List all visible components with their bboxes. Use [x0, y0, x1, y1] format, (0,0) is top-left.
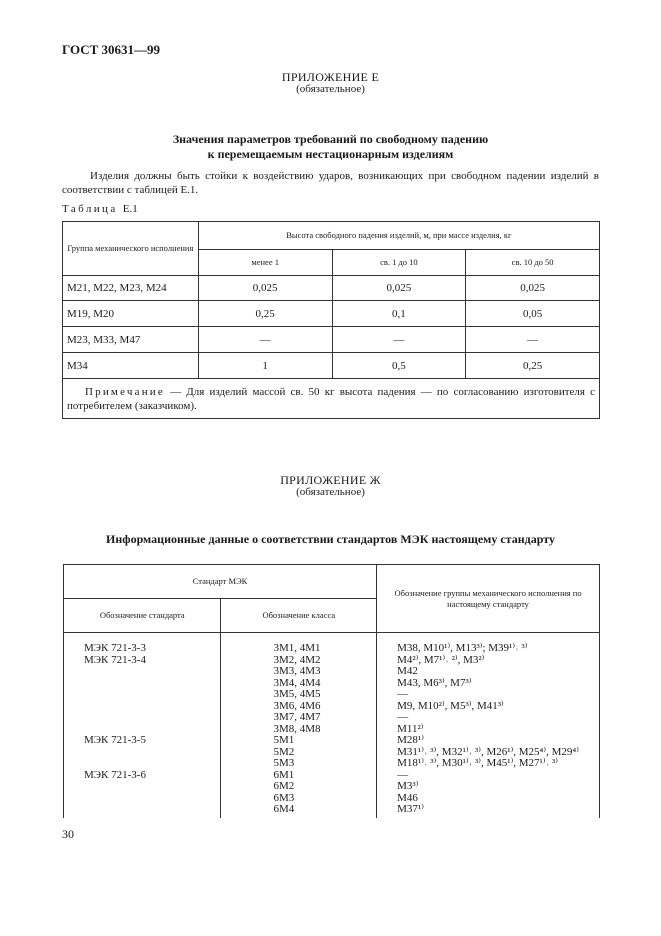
appendix-zh-heading: Информационные данные о соответствии стандартов МЭК настоящему стандарту [106, 532, 555, 546]
table-cell-value: 1 [198, 353, 332, 379]
table-zh-cls-line: 3М6, 4М6 [273, 699, 321, 712]
table-cell-value: 0,5 [332, 353, 466, 379]
table-cell-group: М23, М33, М47 [63, 327, 199, 353]
table-zh-grp-line: — [397, 768, 409, 781]
table-cell-value: 0,25 [198, 301, 332, 327]
table-cell-group: М34 [63, 353, 199, 379]
table-cell-value: 0,025 [198, 276, 332, 301]
table-zh-cls-line: 3М3, 4М3 [273, 665, 321, 677]
table-zh-grp-line: М4²⁾, М7¹⁾˒ ²⁾, М3²⁾ [397, 653, 485, 666]
table-e1-group-header: Группа механического исполнения [63, 222, 199, 276]
table-e1-mass-header: св. 1 до 10 [332, 250, 466, 276]
table-e1-height-header: Высота свободного падения изделий, м, при массе изделия, кг [198, 222, 599, 250]
table-e1-header-row [63, 222, 600, 250]
appendix-e-paragraph-text: Изделия должны быть стойки к воздействию ударов, возникающих при свободном падении изделий в соответствии с таблицей Е.1. [62, 170, 599, 196]
document-code: ГОСТ 30631—99 [62, 42, 161, 57]
table-zh-cls-line: 3М1, 4М1 [273, 642, 321, 654]
table-zh-std-line [84, 689, 216, 701]
table-zh-cls-line: 3М8, 4М8 [273, 722, 321, 735]
table-zh-cls-line: 3М4, 4М4 [273, 676, 321, 689]
table-zh-grp-line: М31¹⁾˒ ³⁾, М32¹⁾˒ ³⁾, М26¹⁾, М25⁴⁾, М29⁴⁾ [397, 745, 579, 758]
table-zh-cls-line: 3М2, 4М2 [273, 653, 321, 666]
table-zh-grp-line: М38, М10¹⁾, М13³⁾; М39¹⁾˒ ³⁾ [397, 642, 528, 654]
table-zh-cls-line: 6М2 [273, 780, 295, 792]
table-zh-grp-line: М46 [397, 791, 418, 804]
table-zh-cls-line: 6М1 [273, 768, 295, 781]
table-row [63, 301, 600, 327]
table-zh-std-line: МЭК 721-3-6 [84, 768, 146, 781]
page-number: 30 [62, 827, 74, 841]
table-cell-value: 0,1 [332, 301, 466, 327]
table-zh-std-line [84, 701, 216, 713]
table-cell-value: 0,25 [466, 353, 600, 379]
table-zh-std-line [84, 666, 216, 678]
table-zh-grp-line: М18¹⁾˒ ³⁾, М30¹⁾˒ ³⁾, М45¹⁾, М27¹⁾˒ ³⁾ [397, 757, 558, 769]
table-zh-class-header: Обозначение класса [221, 599, 377, 633]
table-zh-cls-line: 6М4 [273, 803, 295, 815]
table-zh-cls-line: 3М7, 4М7 [273, 711, 321, 723]
table-e1-caption [62, 203, 138, 215]
table-zh-grp-line: — [397, 711, 409, 723]
table-zh-class-column [221, 633, 377, 818]
table-zh-grp-line: М11²⁾ [397, 722, 424, 735]
appendix-zh-title: ПРИЛОЖЕНИЕ Ж [280, 473, 381, 487]
table-zh-std-line [84, 758, 216, 770]
table-e1-mass-header: св. 10 до 50 [466, 250, 600, 276]
table-e1-note-text: — Для изделий массой св. 50 кг высота падения — по согласованию изготовителя с потребителем (заказчиком). [67, 385, 595, 412]
table-zh-std-header: Обозначение стандарта [64, 599, 221, 633]
table-zh-cls-line: 5М2 [273, 745, 295, 758]
table-zh-grp-line: М9, М10²⁾, М5³⁾, М41³⁾ [397, 699, 504, 712]
table-e1-note [63, 379, 600, 419]
appendix-e-paragraph [62, 169, 599, 197]
table-e1 [62, 221, 600, 419]
table-zh-std-column [64, 633, 221, 818]
appendix-e-status: (обязательное) [296, 83, 365, 95]
appendix-e-heading-line1: Значения параметров требований по свободному падению [172, 132, 489, 146]
table-e1-note-row [63, 379, 600, 419]
appendix-e-heading-line2: к перемещаемым нестационарным изделиям [207, 147, 454, 161]
table-zh-std-line: МЭК 721-3-4 [84, 653, 146, 666]
table-e1-caption-word: Таблица [62, 203, 118, 215]
table-zh-body-row [64, 633, 600, 818]
appendix-zh-status: (обязательное) [296, 486, 365, 498]
table-zh-std-line [84, 804, 216, 816]
table-zh-std-line [84, 793, 216, 805]
table-zh-std-line: МЭК 721-3-3 [84, 642, 146, 654]
table-row [63, 353, 600, 379]
table-cell-group: М21, М22, М23, М24 [63, 276, 199, 301]
table-zh-grp-line: М42 [397, 665, 418, 677]
table-zh-group-header: Обозначение группы механического исполнения по настоящему стандарту [377, 565, 600, 633]
table-zh-std-line [84, 678, 216, 690]
table-zh-cls-line: 5М1 [273, 734, 295, 746]
table-zh-grp-line: М3³⁾ [397, 780, 419, 792]
table-zh-std-line [84, 781, 216, 793]
table-cell-value: — [198, 327, 332, 353]
table-zh-grp-line: — [397, 688, 409, 700]
table-e1-note-word: Примечание [85, 385, 165, 398]
table-zh-grp-line: М28¹⁾ [397, 734, 424, 746]
table-zh-cls-line: 5М3 [273, 757, 295, 769]
table-zh-grp-line: М43, М6³⁾, М7³⁾ [397, 676, 472, 689]
table-row [63, 327, 600, 353]
table-zh [63, 564, 600, 818]
table-zh-std-line [84, 712, 216, 724]
table-zh-cls-line: 6М3 [273, 791, 295, 804]
table-cell-group: М19, М20 [63, 301, 199, 327]
table-zh-header-row [64, 565, 600, 599]
table-cell-value: 0,025 [466, 276, 600, 301]
table-cell-value: 0,05 [466, 301, 600, 327]
appendix-e-title: ПРИЛОЖЕНИЕ Е [281, 70, 380, 84]
table-e1-caption-num: Е.1 [122, 203, 138, 215]
table-row [63, 276, 600, 301]
table-cell-value: 0,025 [332, 276, 466, 301]
table-cell-value: — [466, 327, 600, 353]
table-zh-std-line: МЭК 721-3-5 [84, 734, 146, 746]
table-zh-group-column [377, 633, 600, 818]
table-zh-cls-line: 3М5, 4М5 [273, 688, 321, 700]
table-zh-grp-line: М37¹⁾ [397, 803, 424, 815]
appendix-e-heading [0, 132, 661, 162]
table-cell-value: — [332, 327, 466, 353]
table-zh-iec-header: Стандарт МЭК [64, 565, 377, 599]
table-zh-std-line [84, 747, 216, 759]
table-e1-mass-header: менее 1 [198, 250, 332, 276]
